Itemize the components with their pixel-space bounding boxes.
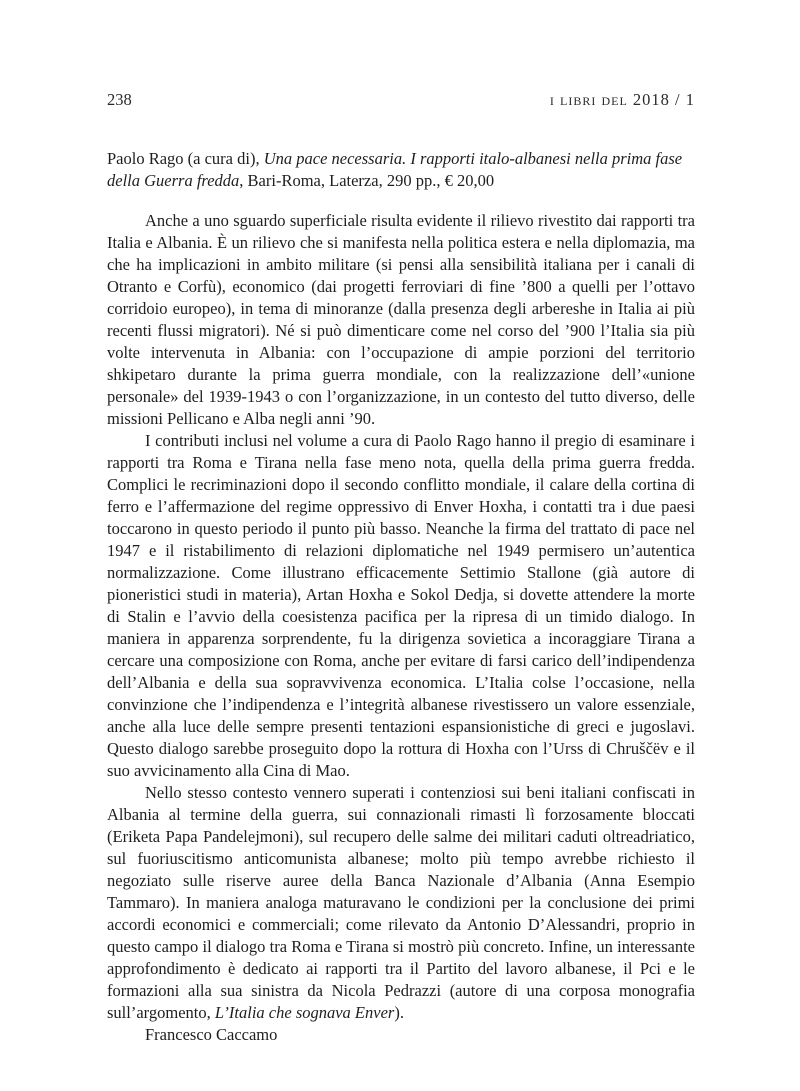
- paragraph-3-text: Nello stesso contesto vennero superati i contenziosi sui beni italiani confiscati in Albania al termine della guerra, sui connazionali rimasti lì forzosamente bloccati (Eriketa Papa Pandelejmoni), sul recupero delle salme dei militari caduti oltreadriatico, sul fuoriuscitismo anticomunista albanese; molto più tempo avrebbe richiesto il negoziato sulle riserve auree della Banca Nazionale d’Albania (Anna Esempio Tammaro). In maniera analoga maturavano le condizioni per la conclusione dei primi accordi economici e commerciali; come rilevato da Antonio D’Alessandri, proprio in questo campo il dialogo tra Roma e Tirana si mostrò più concreto. Infine, un interessante approfondimento è dedicato ai rapporti tra il Partito del lavoro albanese, il Pci e le formazioni alla sua sinistra da Nicola Pedrazzi (autore di una corposa monografia sull’argomento,: [107, 783, 695, 1022]
- citation-editor: Paolo Rago (a cura di),: [107, 149, 264, 168]
- page-number: 238: [107, 90, 132, 109]
- paragraph-3: [107, 782, 695, 1024]
- running-head: [107, 90, 695, 114]
- cited-book-title: L’Italia che sognava Enver: [214, 1003, 395, 1022]
- citation-publication: , Bari-Roma, Laterza, 290 pp., € 20,00: [239, 171, 495, 190]
- journal-title: i libri del 2018 / 1: [549, 90, 695, 109]
- paragraph-1: Anche a uno sguardo superficiale risulta evidente il rilievo rivestito dai rapporti tra Italia e Albania. È un rilievo che si manifesta nella politica estera e nella diplomazia, ma che ha implicazioni in ambito militare (si pensi alla sensibilità italiana per i canali di Otranto e Corfù), economico (dai progetti ferroviari di fine ’800 a quelli per l’ottavo corridoio europeo), in tema di minoranze (dalla presenza degli arbereshe in Italia ai più recenti flussi migratori). Né si può dimenticare come nel corso del ’900 l’Italia sia più volte intervenuta in Albania: con l’occupazione di ampie porzioni del territorio shkipetaro durante la prima guerra mondiale, con la realizzazione dell’«unione personale» del 1939-1943 o con l’organizzazione, in un contesto del tutto diverso, delle missioni Pellicano e Alba negli anni ’90.: [107, 211, 695, 428]
- review-body: [107, 210, 695, 1046]
- paragraph-3-end: ).: [394, 1003, 404, 1022]
- citation-book-title: Una pace necessaria. I rapporti italo-albanesi nella prima fase della Guerra fredda: [107, 149, 683, 190]
- review-author: Francesco Caccamo: [145, 1025, 278, 1044]
- book-citation: [107, 148, 695, 192]
- paragraph-2: I contributi inclusi nel volume a cura di Paolo Rago hanno il pregio di esaminare i rapporti tra Roma e Tirana nella fase meno nota, quella della prima guerra fredda. Complici le recriminazioni dopo il secondo conflitto mondiale, il calare della cortina di ferro e l’affermazione del regime oppressivo di Enver Hoxha, i contatti tra i due paesi toccarono in questo periodo il punto più basso. Neanche la firma del trattato di pace nel 1947 e il ristabilimento di relazioni diplomatiche nel 1949 permisero un’autentica normalizzazione. Come illustrano efficacemente Settimio Stallone (già autore di pioneristici studi in materia), Artan Hoxha e Sokol Dedja, si dovette attendere la morte di Stalin e l’avvio della coesistenza pacifica per la ripresa di un timido dialogo. In maniera in apparenza sorprendente, fu la dirigenza sovietica a incoraggiare Tirana a cercare una composizione con Roma, anche per evitare di farsi carico dell’indipendenza dell’Albania e della sua sopravvivenza economica. L’Italia colse l’occasione, nella convinzione che l’indipendenza e l’integrità albanese rivestissero un valore essenziale, anche alla luce delle sempre presenti tentazioni espansionistiche di greci e jugoslavi. Questo dialogo sarebbe proseguito dopo la rottura di Hoxha con l’Urss di Chruščëv e il suo avvicinamento alla Cina di Mao.: [107, 431, 695, 780]
